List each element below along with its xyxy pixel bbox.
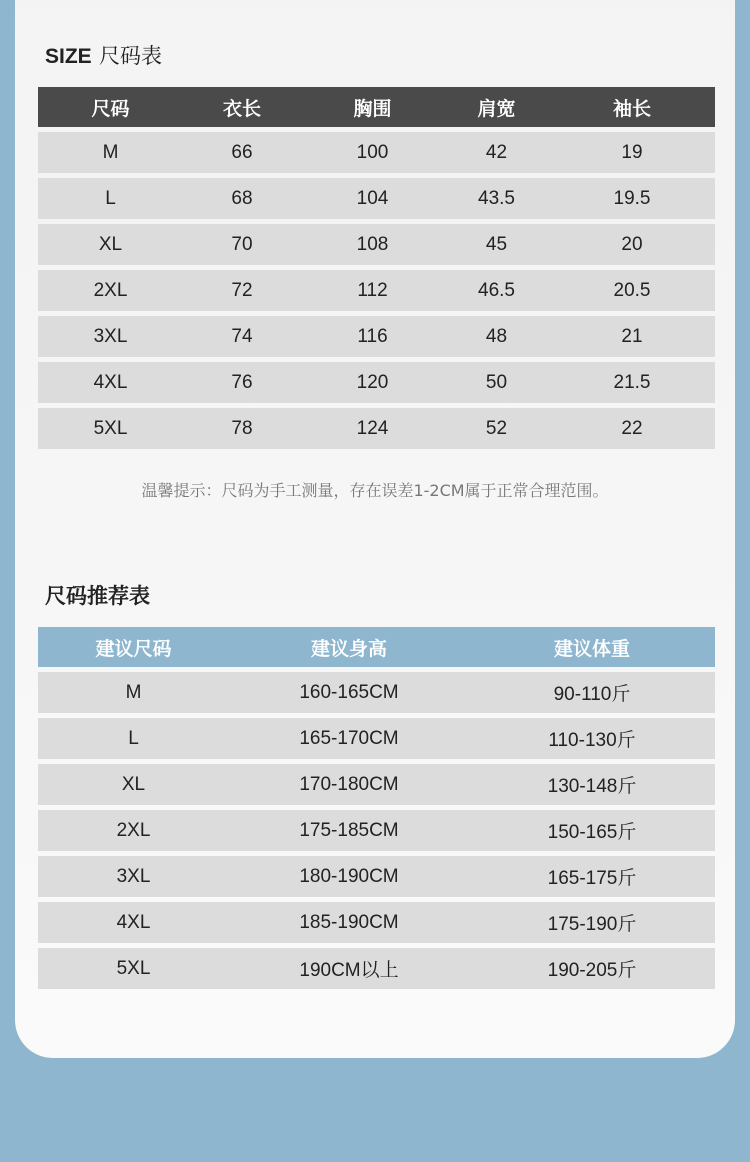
- table-row: [38, 316, 715, 357]
- size-cell: 2XL: [38, 270, 183, 311]
- suggested-size-cell: M: [38, 672, 229, 713]
- length-cell: 68: [183, 178, 301, 219]
- suggested-weight-cell: 130-148斤: [469, 764, 715, 805]
- sleeve-col-header: 袖长: [549, 87, 715, 127]
- sleeve-cell: 20: [549, 224, 715, 265]
- suggested-height-cell: 180-190CM: [229, 856, 469, 897]
- chest-cell: 112: [301, 270, 444, 311]
- recommend-chart-header-row: [38, 627, 715, 667]
- suggested-weight-cell: 90-110斤: [469, 672, 715, 713]
- suggested-weight-cell: 165-175斤: [469, 856, 715, 897]
- length-cell: 78: [183, 408, 301, 449]
- chest-cell: 108: [301, 224, 444, 265]
- shoulder-cell: 50: [444, 362, 549, 403]
- chest-cell: 120: [301, 362, 444, 403]
- table-row: [38, 718, 715, 759]
- table-row: [38, 902, 715, 943]
- shoulder-cell: 48: [444, 316, 549, 357]
- table-row: [38, 948, 715, 989]
- shoulder-cell: 52: [444, 408, 549, 449]
- size-cell: XL: [38, 224, 183, 265]
- shoulder-cell: 42: [444, 132, 549, 173]
- size-cell: 4XL: [38, 362, 183, 403]
- table-row: [38, 810, 715, 851]
- size-chart-title-latin: SIZE: [45, 45, 92, 68]
- table-row: [38, 362, 715, 403]
- size-chart-title: [45, 40, 162, 70]
- length-cell: 70: [183, 224, 301, 265]
- suggested-weight-cell: 190-205斤: [469, 948, 715, 989]
- suggested-size-cell: XL: [38, 764, 229, 805]
- suggested-size-col-header: 建议尺码: [38, 627, 229, 667]
- table-row: [38, 132, 715, 173]
- chest-cell: 100: [301, 132, 444, 173]
- size-cell: M: [38, 132, 183, 173]
- sleeve-cell: 19: [549, 132, 715, 173]
- suggested-size-cell: 3XL: [38, 856, 229, 897]
- sleeve-cell: 19.5: [549, 178, 715, 219]
- table-row: [38, 672, 715, 713]
- suggested-weight-col-header: 建议体重: [469, 627, 715, 667]
- suggested-size-cell: L: [38, 718, 229, 759]
- length-col-header: 衣长: [183, 87, 301, 127]
- shoulder-cell: 46.5: [444, 270, 549, 311]
- sleeve-cell: 21.5: [549, 362, 715, 403]
- suggested-height-cell: 175-185CM: [229, 810, 469, 851]
- suggested-weight-cell: 175-190斤: [469, 902, 715, 943]
- size-chart-title-cn: 尺码表: [99, 44, 162, 68]
- measurement-tip: 温馨提示：尺码为手工测量，存在误差1-2CM属于正常合理范围。: [141, 481, 609, 500]
- table-row: [38, 856, 715, 897]
- sleeve-cell: 21: [549, 316, 715, 357]
- size-chart-header-row: [38, 87, 715, 127]
- chest-col-header: 胸围: [301, 87, 444, 127]
- suggested-height-cell: 165-170CM: [229, 718, 469, 759]
- size-chart-table: [38, 82, 715, 454]
- shoulder-cell: 45: [444, 224, 549, 265]
- length-cell: 76: [183, 362, 301, 403]
- size-cell: 5XL: [38, 408, 183, 449]
- size-cell: 3XL: [38, 316, 183, 357]
- size-cell: L: [38, 178, 183, 219]
- chest-cell: 116: [301, 316, 444, 357]
- suggested-size-cell: 2XL: [38, 810, 229, 851]
- table-row: [38, 764, 715, 805]
- suggested-height-cell: 185-190CM: [229, 902, 469, 943]
- table-row: [38, 178, 715, 219]
- suggested-height-cell: 170-180CM: [229, 764, 469, 805]
- size-col-header: 尺码: [38, 87, 183, 127]
- chest-cell: 124: [301, 408, 444, 449]
- sleeve-cell: 22: [549, 408, 715, 449]
- shoulder-col-header: 肩宽: [444, 87, 549, 127]
- shoulder-cell: 43.5: [444, 178, 549, 219]
- suggested-height-cell: 190CM以上: [229, 948, 469, 989]
- table-row: [38, 270, 715, 311]
- suggested-height-col-header: 建议身高: [229, 627, 469, 667]
- suggested-weight-cell: 150-165斤: [469, 810, 715, 851]
- suggested-size-cell: 5XL: [38, 948, 229, 989]
- length-cell: 66: [183, 132, 301, 173]
- suggested-height-cell: 160-165CM: [229, 672, 469, 713]
- table-row: [38, 408, 715, 449]
- chest-cell: 104: [301, 178, 444, 219]
- suggested-size-cell: 4XL: [38, 902, 229, 943]
- length-cell: 74: [183, 316, 301, 357]
- sleeve-cell: 20.5: [549, 270, 715, 311]
- table-row: [38, 224, 715, 265]
- recommend-chart-title: 尺码推荐表: [45, 584, 150, 608]
- recommend-chart-table: [38, 622, 715, 994]
- suggested-weight-cell: 110-130斤: [469, 718, 715, 759]
- length-cell: 72: [183, 270, 301, 311]
